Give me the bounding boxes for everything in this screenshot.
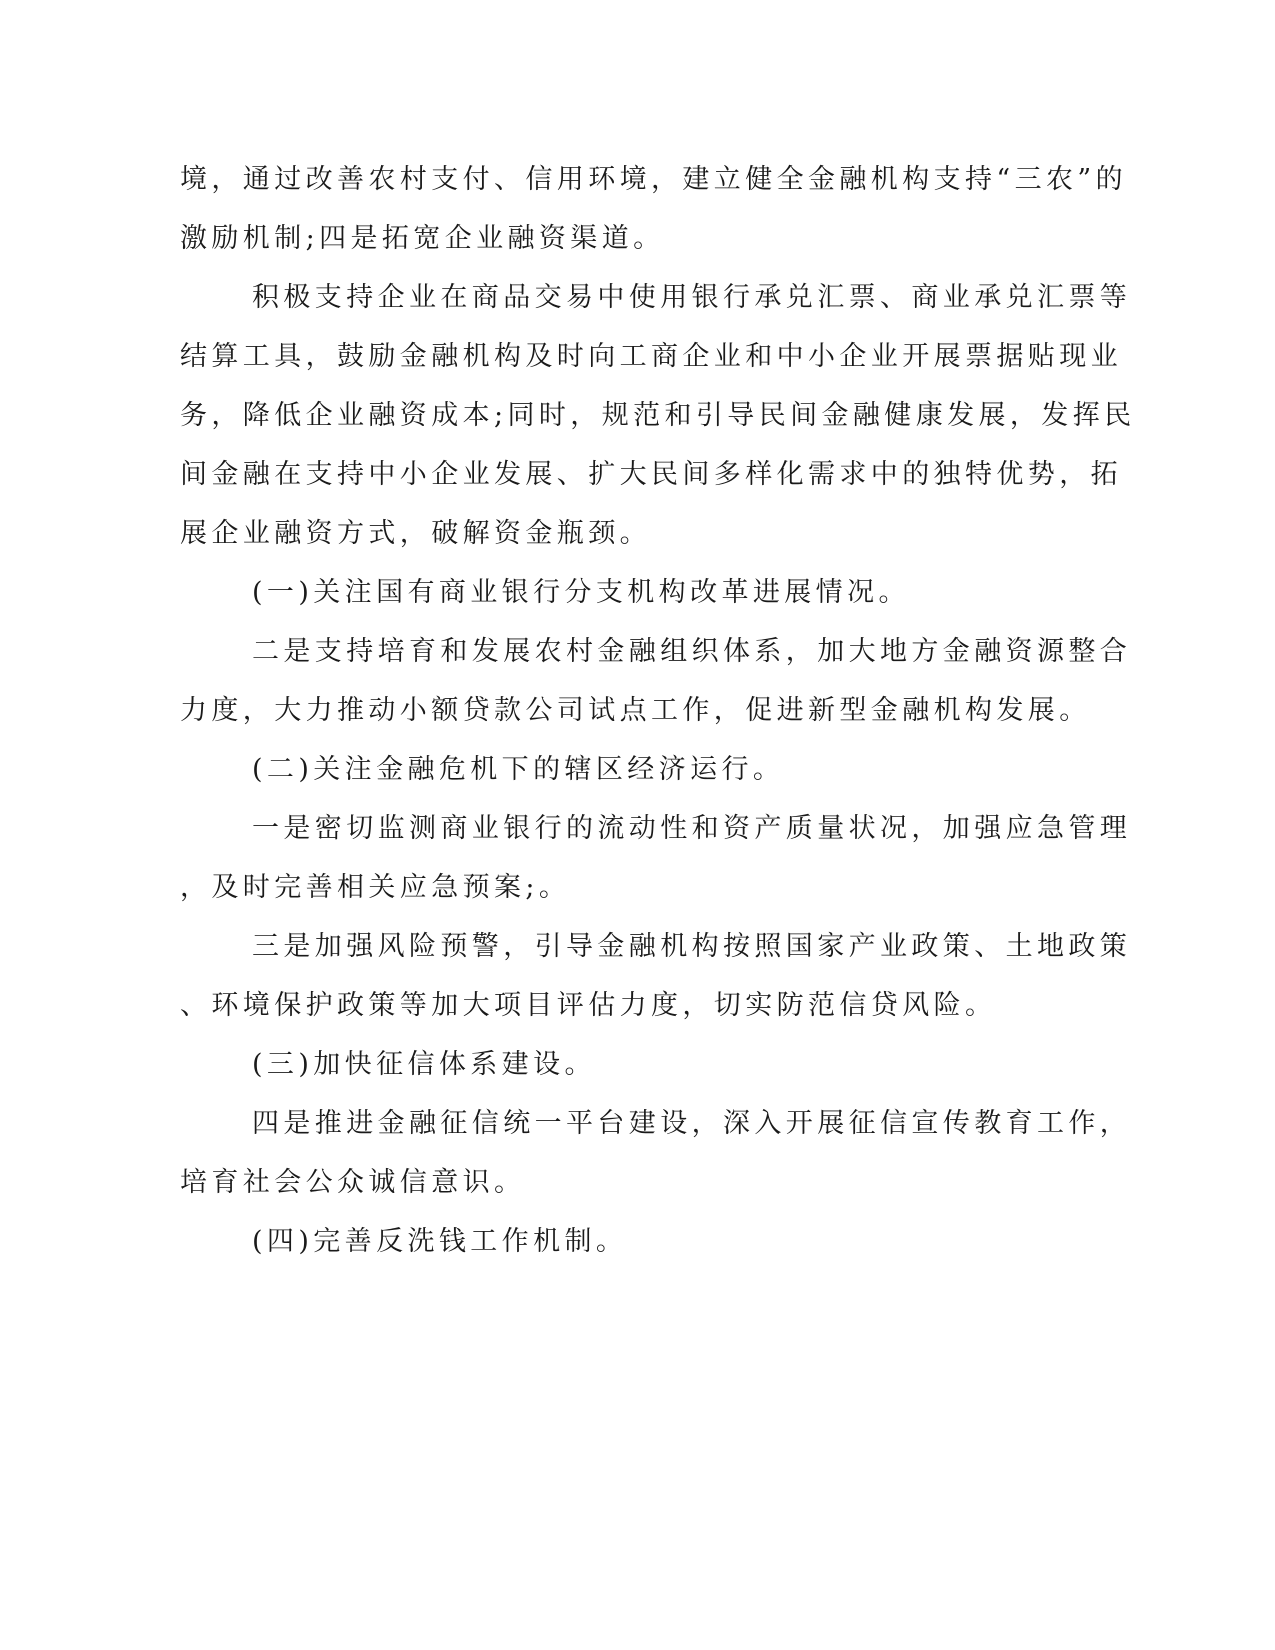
paragraph-first-line: 四是推进金融征信统一平台建设，深入开展征信宣传教育工作， [252,1108,1132,1139]
text-line: 结算工具，鼓励金融机构及时向工商企业和中小企业开展票据贴现业 [180,341,1122,372]
text-line: 培育社会公众诚信意识。 [180,1167,526,1198]
paragraph-first-line: 三是加强风险预警，引导金融机构按照国家产业政策、土地政策 [252,931,1132,962]
text-line: 间金融在支持中小企业发展、扩大民间多样化需求中的独特优势，拓 [180,459,1122,490]
section-heading-4: (四)完善反洗钱工作机制。 [252,1226,628,1257]
text-line: 激励机制;四是拓宽企业融资渠道。 [180,223,665,254]
section-heading-1: (一)关注国有商业银行分支机构改革进展情况。 [252,577,910,608]
text-line: 力度，大力推动小额贷款公司试点工作，促进新型金融机构发展。 [180,695,1091,726]
paragraph-first-line: 二是支持培育和发展农村金融组织体系，加大地方金融资源整合 [252,636,1132,667]
text-line: ，及时完善相关应急预案;。 [180,872,571,903]
paragraph-first-line: 一是密切监测商业银行的流动性和资产质量状况，加强应急管理 [252,813,1132,844]
section-heading-3: (三)加快征信体系建设。 [252,1049,596,1080]
text-line: 、环境保护政策等加大项目评估力度，切实防范信贷风险。 [180,990,997,1021]
section-heading-2: (二)关注金融危机下的辖区经济运行。 [252,754,785,785]
paragraph-first-line: 积极支持企业在商品交易中使用银行承兑汇票、商业承兑汇票等 [252,282,1132,313]
text-line: 境，通过改善农村支付、信用环境，建立健全金融机构支持“三农”的 [180,164,1128,195]
text-line: 展企业融资方式，破解资金瓶颈。 [180,518,651,549]
text-line: 务，降低企业融资成本;同时，规范和引导民间金融健康发展，发挥民 [180,400,1136,431]
